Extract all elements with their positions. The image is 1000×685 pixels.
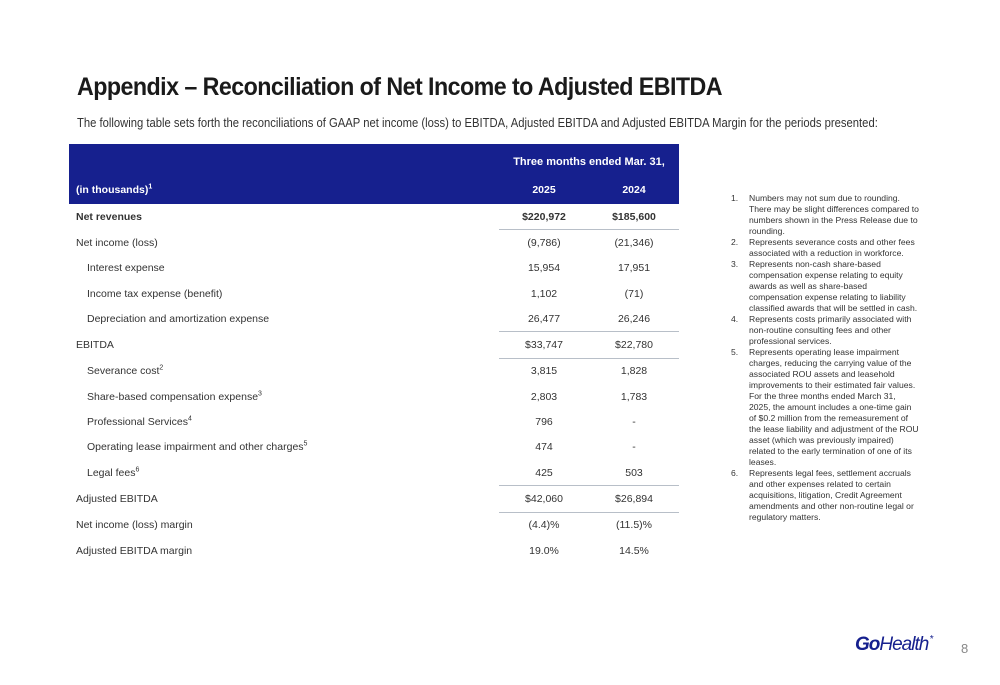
row-label: EBITDA (76, 339, 114, 352)
row-label-text: Professional Services (87, 416, 188, 429)
value-2024: 503 (625, 466, 643, 479)
table-row (69, 204, 679, 230)
row-label: Interest expense (87, 262, 165, 275)
footnote-number: 1. (731, 193, 739, 203)
table-row (69, 281, 679, 306)
row-label: Net income (loss) margin (76, 518, 193, 531)
footnote-item (731, 347, 919, 468)
value-2024: 1,783 (620, 390, 648, 403)
value-2025: $220,972 (522, 210, 566, 223)
footnote-text: Represents operating lease impairment charges, reducing the carrying value of the associated ROU assets and leasehold improvements to their estimated fair values. For the three months ended March 31, 2025, the amount includes a one-time gain of $0.2 million from the remeasurement of the lease liability and adjustment of the ROU asset (which was previously impaired) related to the early termination of one of its leases. (749, 347, 919, 467)
footnote-item (731, 468, 919, 523)
value-2024: (11.5)% (589, 512, 679, 538)
row-label (69, 435, 499, 460)
footnote-number: 2. (731, 237, 739, 247)
footnote-ref: 6 (135, 466, 140, 474)
value-2024: - (632, 441, 636, 454)
row-label-text: Severance cost (87, 365, 160, 378)
footnote-text: Represents severance costs and other fees associated with a reduction in workforce. (749, 237, 915, 258)
year-header-2024: 2024 (589, 176, 679, 204)
value-2025: 2,803 (530, 390, 558, 403)
value-2024: (71) (624, 287, 644, 300)
value-2024: $22,780 (589, 332, 679, 358)
value-2025: (4.4)% (499, 512, 589, 538)
table-row (69, 538, 679, 563)
row-label: Net income (loss) (76, 236, 158, 249)
reconciliation-table (69, 144, 679, 563)
page-number: 8 (961, 641, 969, 656)
footnote-ref: 4 (187, 415, 192, 423)
footnote-number: 4. (731, 314, 739, 324)
value-2025: 26,477 (527, 312, 561, 325)
row-label-text: Share-based compensation expense (87, 390, 259, 403)
footnote-text: Represents costs primarily associated with non-routine consulting fees and other professional services. (749, 314, 912, 346)
footnote-ref: 2 (159, 364, 164, 372)
table-row (69, 512, 679, 538)
row-label: Net revenues (76, 210, 142, 223)
label-column-header (69, 144, 499, 204)
footnote-number: 3. (731, 259, 739, 269)
value-2025: $42,060 (499, 486, 589, 512)
year-header-2025: 2025 (499, 176, 589, 204)
value-2024: 17,951 (617, 262, 651, 275)
value-2025: 19.0% (529, 544, 559, 557)
value-2024: 1,828 (589, 358, 679, 384)
footnote-ref: 5 (303, 440, 308, 448)
value-2024: 14.5% (619, 544, 649, 557)
row-label: Adjusted EBITDA (76, 492, 158, 505)
table-row (69, 332, 679, 358)
page-subtitle: The following table sets forth the reconciliations of GAAP net income (loss) to EBITDA, Adjusted EBITDA and Adjusted EBITDA Margin for the periods presented: (77, 116, 878, 130)
table-row (69, 358, 679, 384)
footnote-item (731, 193, 919, 237)
row-label-text: Operating lease impairment and other charges (87, 441, 304, 454)
table-row (69, 435, 679, 460)
value-2024: $185,600 (612, 210, 656, 223)
value-2024: (21,346) (589, 230, 679, 256)
footnote-item (731, 237, 919, 259)
value-2025: 474 (535, 441, 553, 454)
row-label: Adjusted EBITDA margin (76, 544, 193, 557)
row-label (69, 409, 499, 434)
value-2025: 425 (535, 466, 553, 479)
footnote-text: Represents non-cash share-based compensation expense relating to equity awards as well as share-based compensation expense relating to liability classified awards that will be settled in cash. (749, 259, 918, 313)
table-row (69, 306, 679, 332)
value-2025: 796 (535, 416, 553, 429)
table-row (69, 460, 679, 486)
table-row (69, 256, 679, 281)
logo-go: Go (855, 634, 880, 655)
label-header-text: (in thousands) (76, 184, 149, 196)
footnote-text: Numbers may not sum due to rounding. There may be slight differences compared to numbers shown in the Press Release due to rounding. (749, 193, 919, 236)
value-2024: - (632, 416, 636, 429)
footnote-text: Represents legal fees, settlement accruals and other expenses related to certain acquisitions, litigation, Credit Agreement amendments and other non-routine legal or regulatory matters. (749, 468, 914, 522)
value-2025: (9,786) (499, 230, 589, 256)
footnote-number: 5. (731, 347, 739, 357)
footnote-item (731, 314, 919, 347)
footnote-item (731, 259, 919, 314)
row-label (69, 384, 499, 409)
row-label (69, 358, 499, 384)
value-2025: $33,747 (499, 332, 589, 358)
row-label: Depreciation and amortization expense (87, 313, 270, 326)
table-header-row-period (69, 144, 679, 176)
table-row (69, 409, 679, 434)
logo-health: Health (879, 634, 929, 655)
page-title: Appendix – Reconciliation of Net Income to Adjusted EBITDA (77, 73, 722, 101)
table-row (69, 486, 679, 512)
table-row (69, 384, 679, 409)
value-2024: $26,894 (589, 486, 679, 512)
value-2025: 1,102 (530, 287, 558, 300)
row-label (69, 460, 499, 486)
value-2025: 3,815 (499, 358, 589, 384)
footnotes-list (731, 193, 919, 523)
table-row (69, 230, 679, 256)
row-label: Income tax expense (benefit) (87, 287, 223, 300)
gohealth-logo (855, 634, 932, 656)
period-header: Three months ended Mar. 31, (499, 144, 679, 176)
row-label-text: Legal fees (87, 466, 136, 479)
footnote-number: 6. (731, 468, 739, 478)
logo-mark-icon: * (929, 634, 933, 645)
value-2025: 15,954 (527, 262, 561, 275)
value-2024: 26,246 (617, 312, 651, 325)
footnote-ref: 3 (258, 390, 262, 398)
label-header-footnote: 1 (148, 183, 153, 191)
